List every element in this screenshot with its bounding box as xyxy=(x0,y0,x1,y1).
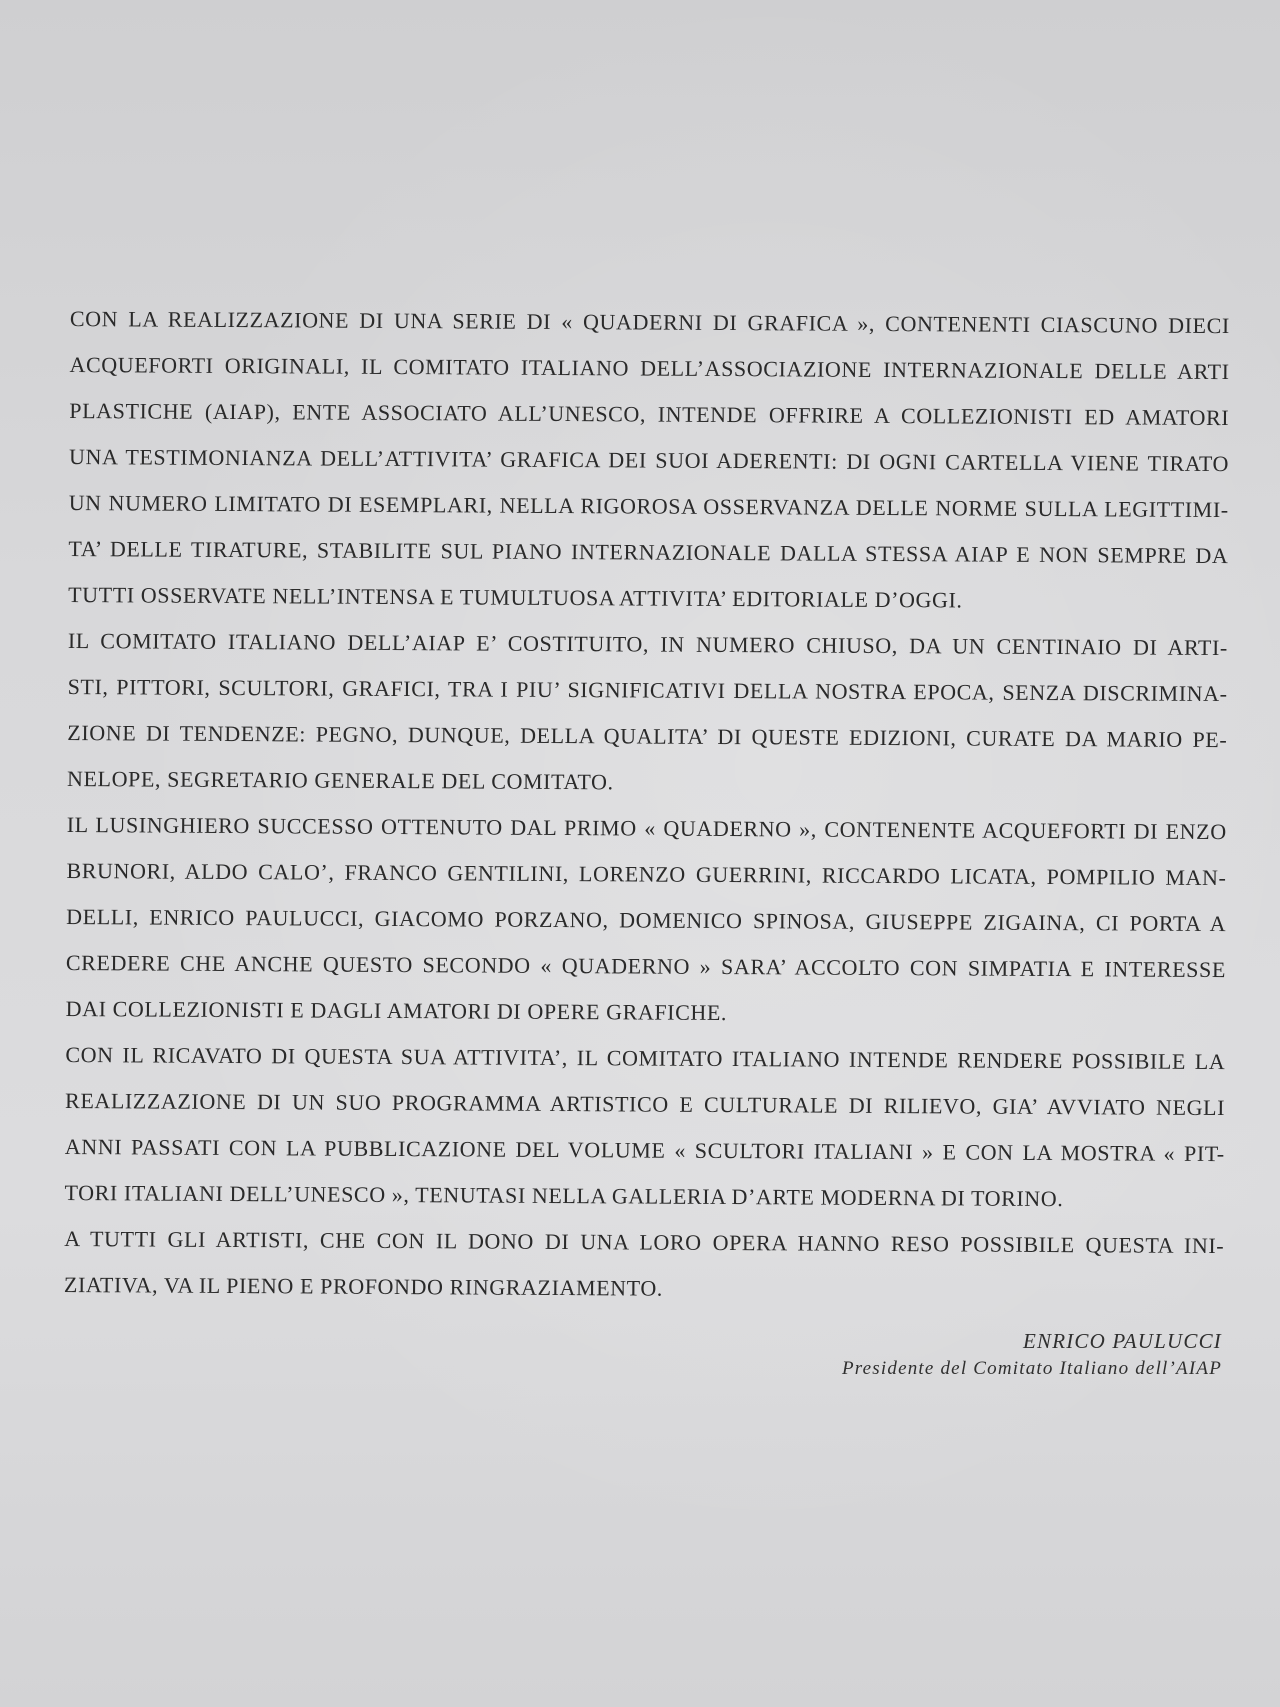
paragraph-4 xyxy=(64,1032,1225,1223)
signature-name: ENRICO PAULUCCI xyxy=(1022,1329,1222,1353)
text-line: ZIONE DI TENDENZE: PEGNO, DUNQUE, DELLA QUALITA’ DI QUESTE EDIZIONI, CURATE DA MARIO PE- xyxy=(67,719,1228,753)
text-line: IL LUSINGHIERO SUCCESSO OTTENUTO DAL PRIMO « QUADERNO », CONTENENTE ACQUEFORTI DI ENZO xyxy=(66,811,1227,845)
paragraph-3 xyxy=(66,802,1227,1039)
paragraph-1 xyxy=(68,296,1230,625)
text-line: NELOPE, SEGRETARIO GENERALE DEL COMITATO. xyxy=(66,765,614,795)
text-line: TUTTI OSSERVATE NELL’INTENSA E TUMULTUOSA ATTIVITA’ EDITORIALE D’OGGI. xyxy=(68,581,963,613)
text-line: CREDERE CHE ANCHE QUESTO SECONDO « QUADERNO » SARA’ ACCOLTO CON SIMPATIA E INTERESSE xyxy=(65,949,1226,983)
text-line: UN NUMERO LIMITATO DI ESEMPLARI, NELLA RIGOROSA OSSERVANZA DELLE NORME SULLA LEGITTIMI- xyxy=(68,489,1229,523)
paragraph-2 xyxy=(67,618,1228,809)
text-line: IL COMITATO ITALIANO DELL’AIAP E’ COSTITUITO, IN NUMERO CHIUSO, DA UN CENTINAIO DI ARTI- xyxy=(67,627,1228,661)
text-line: A TUTTI GLI ARTISTI, CHE CON IL DONO DI UNA LORO OPERA HANNO RESO POSSIBILE QUESTA INI- xyxy=(64,1225,1225,1259)
text-line: ZIATIVA, VA IL PIENO E PROFONDO RINGRAZIAMENTO. xyxy=(63,1271,664,1301)
text-line: CON IL RICAVATO DI QUESTA SUA ATTIVITA’, IL COMITATO ITALIANO INTENDE RENDERE POSSIBILE LA xyxy=(65,1041,1226,1075)
text-line: CON LA REALIZZAZIONE DI UNA SERIE DI « QUADERNI DI GRAFICA », CONTENENTI CIASCUNO DIECI xyxy=(69,305,1230,339)
body-text xyxy=(64,296,1230,1315)
signature-role: Presidente del Comitato Italiano dell’AIAP xyxy=(841,1358,1222,1379)
text-line: DAI COLLEZIONISTI E DAGLI AMATORI DI OPERE GRAFICHE. xyxy=(65,995,728,1026)
text-line: ACQUEFORTI ORIGINALI, IL COMITATO ITALIANO DELL’ASSOCIAZIONE INTERNAZIONALE DELLE ARTI xyxy=(69,351,1230,385)
text-line: PLASTICHE (AIAP), ENTE ASSOCIATO ALL’UNESCO, INTENDE OFFRIRE A COLLEZIONISTI ED AMATORI xyxy=(69,397,1230,431)
signature-block xyxy=(842,1326,1222,1382)
text-line: DELLI, ENRICO PAULUCCI, GIACOMO PORZANO, DOMENICO SPINOSA, GIUSEPPE ZIGAINA, CI PORTA A xyxy=(66,903,1227,937)
text-line: TA’ DELLE TIRATURE, STABILITE SUL PIANO INTERNAZIONALE DALLA STESSA AIAP E NON SEMPRE DA xyxy=(68,535,1229,569)
text-line: UNA TESTIMONIANZA DELL’ATTIVITA’ GRAFICA DEI SUOI ADERENTI: DI OGNI CARTELLA VIENE TIRATO xyxy=(68,443,1230,477)
text-line: BRUNORI, ALDO CALO’, FRANCO GENTILINI, LORENZO GUERRINI, RICCARDO LICATA, POMPILIO MAN- xyxy=(66,857,1227,891)
paragraph-5 xyxy=(64,1216,1225,1315)
text-line: ANNI PASSATI CON LA PUBBLICAZIONE DEL VOLUME « SCULTORI ITALIANI » E CON LA MOSTRA « PIT- xyxy=(64,1133,1225,1167)
text-line: TORI ITALIANI DELL’UNESCO », TENUTASI NELLA GALLERIA D’ARTE MODERNA DI TORINO. xyxy=(64,1179,1064,1212)
text-line: STI, PITTORI, SCULTORI, GRAFICI, TRA I PIU’ SIGNIFICATIVI DELLA NOSTRA EPOCA, SENZA DISCRIMINA- xyxy=(67,673,1228,707)
text-line: REALIZZAZIONE DI UN SUO PROGRAMMA ARTISTICO E CULTURALE DI RILIEVO, GIA’ AVVIATO NEGLI xyxy=(65,1087,1226,1121)
